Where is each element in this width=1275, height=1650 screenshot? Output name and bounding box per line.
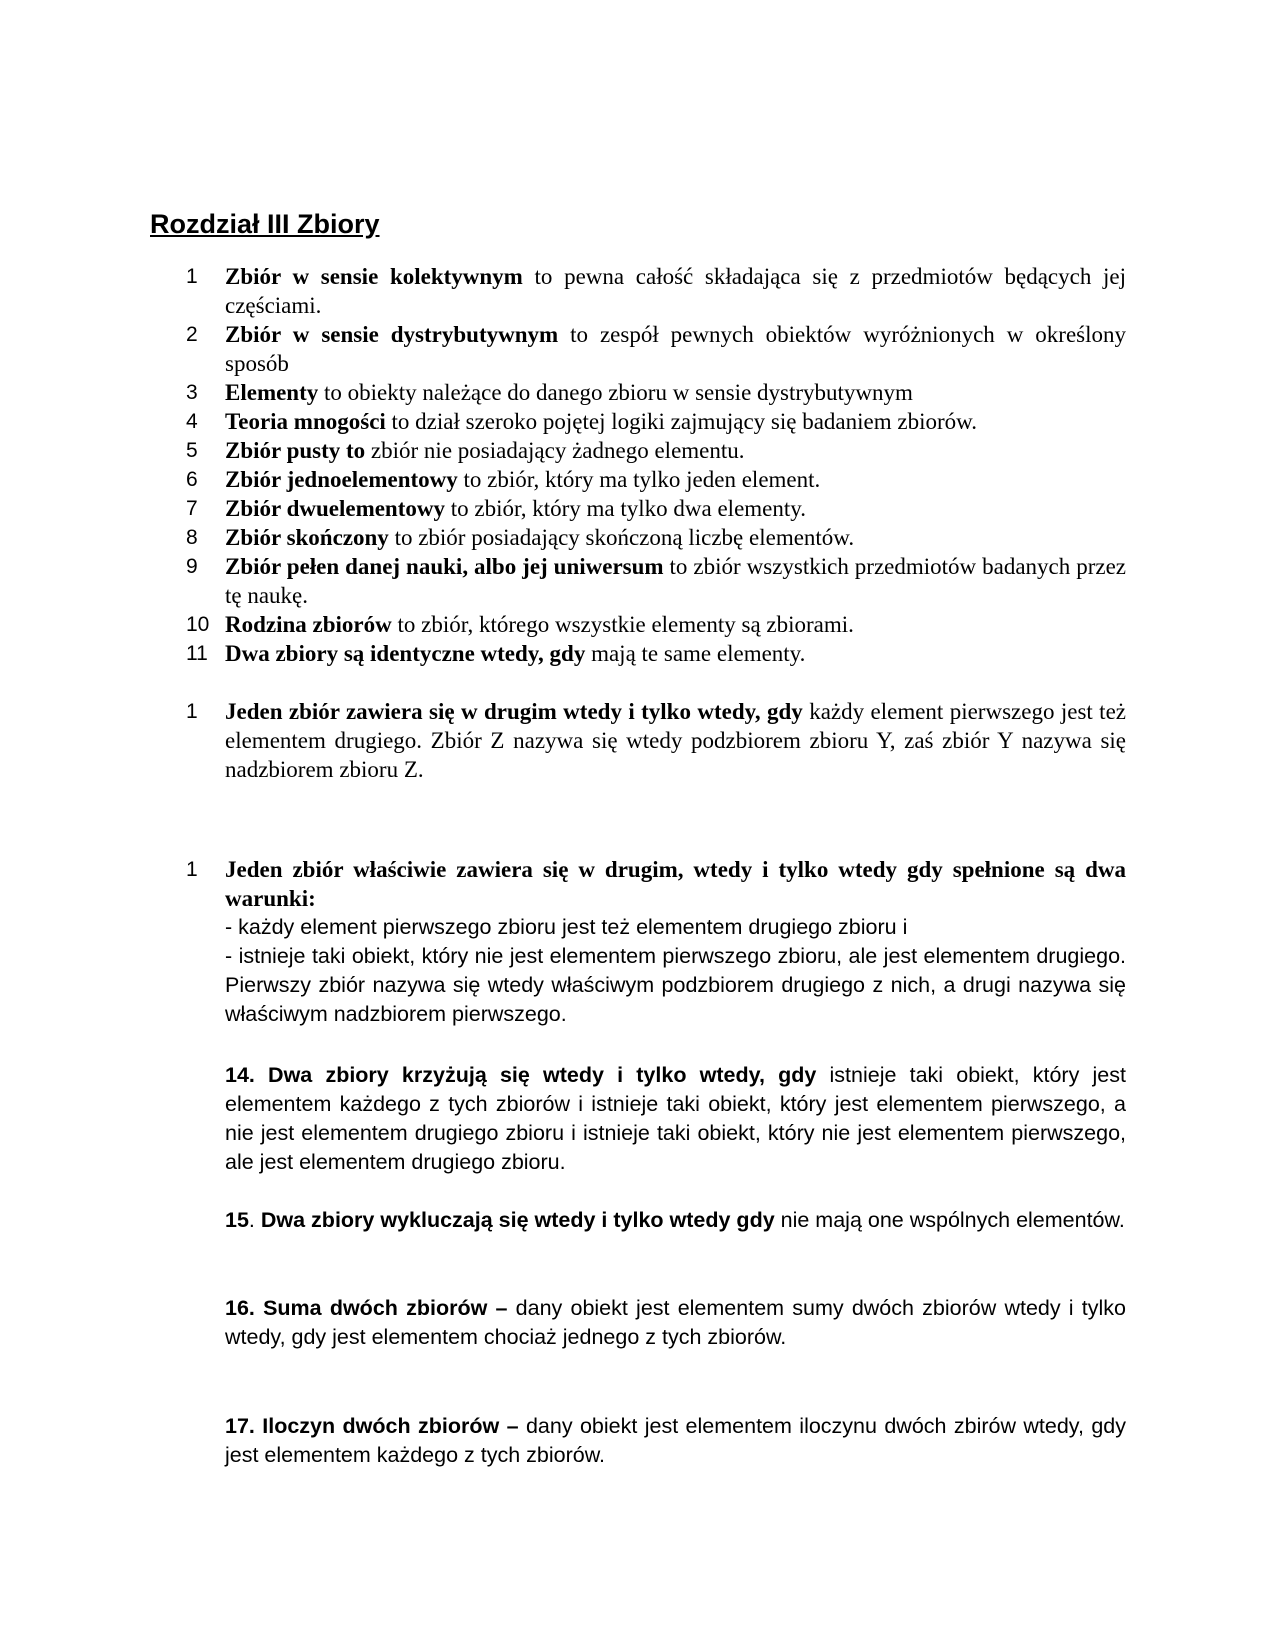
definition: to zbiór, który ma tylko jeden element. (457, 467, 821, 492)
item-number: 2 (186, 323, 198, 346)
item-text (225, 552, 1126, 610)
term: 16. Suma dwóch zbiorów – (225, 1296, 508, 1320)
item-number: 1 (186, 265, 198, 288)
term-dot: . (248, 1208, 255, 1232)
item-text (225, 436, 1126, 465)
definition: nie mają one wspólnych elementów. (774, 1208, 1125, 1232)
term: Zbiór w sensie dystrybutywnym (225, 322, 559, 347)
definition: mają te same elementy. (585, 641, 806, 666)
term: Zbiór skończony (225, 525, 389, 550)
item-number: 1 (186, 858, 198, 881)
paragraph-16 (225, 1294, 1126, 1352)
item-text (225, 407, 1126, 436)
term: Zbiór dwuelementowy (225, 496, 445, 521)
definition: to zbiór, którego wszystkie elementy są zbiorami. (391, 612, 854, 637)
item-text (225, 523, 1126, 552)
definition: to zbiór posiadający skończoną liczbę elementów. (388, 525, 855, 550)
term: Rodzina zbiorów (225, 612, 392, 637)
term: Zbiór jednoelementowy (225, 467, 458, 492)
paragraph-15 (225, 1206, 1126, 1235)
term: Dwa zbiory są identyczne wtedy, gdy (225, 641, 586, 666)
term: Zbiór pełen danej nauki, albo jej uniwersum (225, 554, 664, 579)
item-number: 10 (186, 613, 210, 636)
term: Elementy (225, 380, 319, 405)
item-text (225, 378, 1126, 407)
item-number: 4 (186, 410, 198, 433)
item-number: 3 (186, 381, 198, 404)
term: Zbiór pusty to (225, 438, 366, 463)
item-number: 9 (186, 555, 198, 578)
term: Teoria mnogości (225, 409, 386, 434)
definition: to zbiór, który ma tylko dwa elementy. (445, 496, 807, 521)
definition: istnieje taki obiekt, który jest elementem każdego z tych zbiorów i istnieje taki obiekt, który jest elementem pierwszego, a nie jest elementem drugiego zbioru i istnieje taki obiekt, który nie jest elementem pierwszego, ale jest elementem drugiego zbioru. (225, 1063, 1126, 1174)
condition-2: - istnieje taki obiekt, który nie jest elementem pierwszego zbioru, ale jest elementem drugiego. Pierwszy zbiór nazywa się wtedy właściwym podzbiorem drugiego z nich, a drugi nazywa się właściwym nadzbiorem pierwszego. (225, 944, 1126, 1026)
item-number: 11 (186, 642, 208, 665)
term: 17. Iloczyn dwóch zbiorów – (225, 1414, 519, 1438)
term: Dwa zbiory wykluczają się wtedy i tylko wtedy gdy (254, 1208, 775, 1232)
paragraph-17 (225, 1412, 1126, 1470)
term: 14. Dwa zbiory krzyżują się wtedy i tylko wtedy, gdy (225, 1063, 817, 1087)
paragraph-14 (225, 1061, 1126, 1177)
term: Jeden zbiór właściwie zawiera się w drugim, wtedy i tylko wtedy gdy spełnione są dwa warunki: (225, 857, 1126, 911)
item-text (225, 262, 1126, 320)
definition: to pewna całość składająca się z przedmiotów będących jej częściami. (225, 264, 1127, 318)
item-text (225, 465, 1126, 494)
definition: to zbiór wszystkich przedmiotów badanych przez tę naukę. (225, 554, 1126, 608)
definition: to zespół pewnych obiektów wyróżnionych w określony sposób (225, 322, 1126, 376)
definition: każdy element pierwszego jest też elementem drugiego. Zbiór Z nazywa się wtedy podzbiorem zbioru Y, zaś zbiór Y nazywa się nadzbiorem zbioru Z. (225, 699, 1126, 782)
item-text (225, 610, 1126, 639)
item-text (225, 855, 1126, 1029)
definition: zbiór nie posiadający żadnego elementu. (365, 438, 745, 463)
item-number: 8 (186, 526, 198, 549)
definition: to dział szeroko pojętej logiki zajmujący się badaniem zbiorów. (385, 409, 978, 434)
condition-1: - każdy element pierwszego zbioru jest też elementem drugiego zbioru i (225, 915, 908, 939)
item-number: 5 (186, 439, 198, 462)
item-number: 1 (186, 700, 198, 723)
term: Jeden zbiór zawiera się w drugim wtedy i tylko wtedy, gdy (225, 699, 803, 724)
definition: dany obiekt jest elementem iloczynu dwóch zbirów wtedy, gdy jest elementem każdego z tych zbiorów. (225, 1414, 1126, 1467)
term: Zbiór w sensie kolektywnym (225, 264, 523, 289)
definition: dany obiekt jest elementem sumy dwóch zbiorów wtedy i tylko wtedy, gdy jest elementem chociaż jednego z tych zbiorów. (225, 1296, 1126, 1349)
chapter-title: Rozdział III Zbiory (150, 209, 380, 239)
term-number: 15 (225, 1208, 249, 1232)
definition: to obiekty należące do danego zbioru w sensie dystrybutywnym (318, 380, 913, 405)
item-text (225, 697, 1126, 784)
item-number: 6 (186, 468, 198, 491)
item-text (225, 320, 1126, 378)
item-number: 7 (186, 497, 198, 520)
item-text (225, 639, 1126, 668)
item-text (225, 494, 1126, 523)
